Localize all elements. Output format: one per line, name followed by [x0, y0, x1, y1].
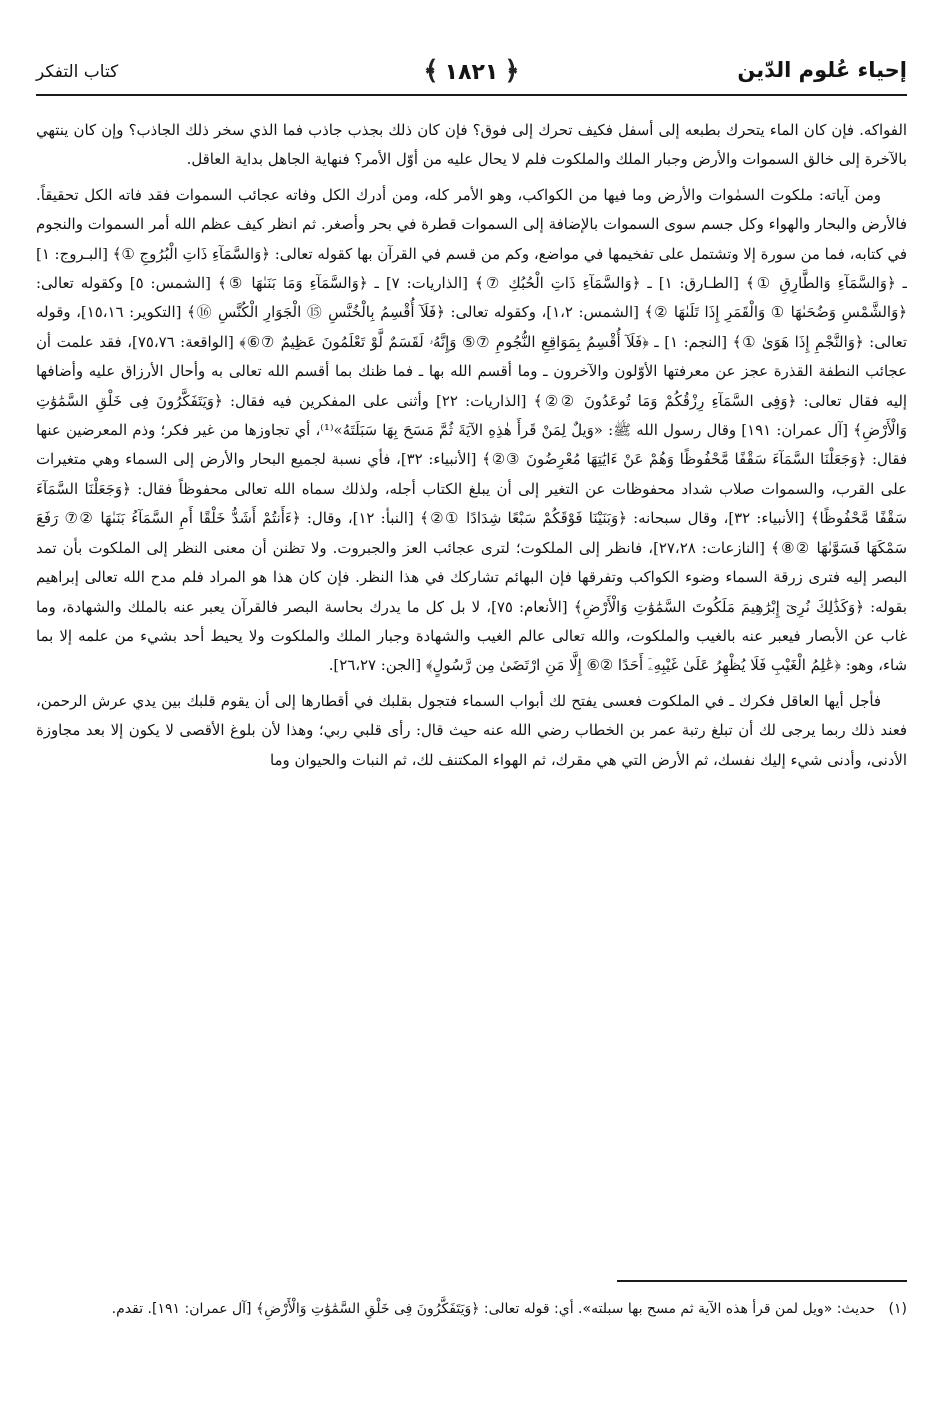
page-number-block	[417, 56, 525, 86]
footnote-text: حديث: «ويل لمن قرأ هذه الآية ثم مسح بها سبلته». أي: قوله تعالى: ﴿وَيَتَفَكَّرُونَ فِى خَلْقِ السَّمَٰوَٰتِ وَالْأَرْضِ﴾ [آل عمران: ١٩١]. تقدم.	[111, 1301, 876, 1317]
chapter-title: كتاب التفكر	[36, 62, 119, 82]
page-header	[36, 54, 907, 96]
footnote	[36, 1294, 907, 1374]
ornament-left: ﴾	[423, 56, 439, 86]
footnote-marker: (١)	[888, 1301, 907, 1317]
book-title: إحياء عُلوم الدّين	[737, 58, 907, 82]
paragraph-1: الفواكه. فإن كان الماء يتحرك بطبعه إلى أسفل فكيف تحرك إلى فوق؟ فإن كان ذلك بجذب جاذب فما الذي سخر ذلك الجاذب؟ وإن كان ينتهي بالآخرة إلى خالق السموات والأرض وجبار الملك والملكوت فلم لا يحال عليه من أوّل الأمر؟ فنهاية الجاهل بداية العاقل.	[36, 121, 907, 169]
page-number: ١٨٢١	[444, 60, 499, 85]
ornament-right: ﴿	[504, 56, 520, 86]
paragraph-3: فأجل أيها العاقل فكرك ـ في الملكوت فعسى يفتح لك أبواب السماء فتجول بقلبك في أقطارها إلى أن يقوم قلبك بين يدي عرش الرحمن، فعند ذلك ربما يرجى لك أن تبلغ رتبة عمر بن الخطاب رضي الله عنه حيث قال: رأى قلبي ربي؛ وهذا لأن بلوغ الأقصى لا يكون إلا بعد مجاوزة الأدنى، وأدنى شيء إليك نفسك، ثم الأرض التي هي مقرك، ثم الهواء المكتنف لك، ثم النبات والحيوان وما	[36, 691, 907, 769]
footnote-divider	[617, 1280, 907, 1282]
paragraph-2: ومن آياته: ملكوت السمٰوات والأرض وما فيها من الكواكب، وهو الأمر كله، ومن أدرك الكل وفاته عجائب السموات فقد فاته الكل تحقيقاً. فالأرض والبحار والهواء وكل جسم سوى السموات بالإضافة إلى السموات قطرة في بحر وأصغر. ثم انظر كيف عظم الله أمر السموات والنجوم في كتابه، فما من سورة إلا وتشتمل على تفخيمها في مواضع، وكم من قسم في القرآن بها كقوله تعالى: ﴿وَالسَّمَآءِ ذَاتِ الْبُرُوجِ ①﴾ [البـروج: ١] ـ ﴿وَالسَّمَآءِ وَالطَّارِقِ ①﴾ [الطـارق: ١] ـ ﴿وَالسَّمَآءِ ذَاتِ الْحُبُكِ ⑦﴾ [الذاريات: ٧] ـ ﴿وَالسَّمَآءِ وَمَا بَنَىٰهَا ⑤﴾ [الشمس: ٥] وكقوله تعالى: ﴿وَالشَّمْسِ وَضُحَىٰهَا ① وَالْقَمَرِ إِذَا تَلَىٰهَا ②﴾ [الشمس: ١،٢]، وكقوله تعالى: ﴿فَلَآ أُقْسِمُ بِالْخُنَّسِ ⑮ الْجَوَارِ الْكُنَّسِ ⑯﴾ [التكوير: ١٥،١٦]، وقوله تعالى: ﴿وَالنَّجْمِ إِذَا هَوَىٰ ①﴾ [النجم: ١] ـ ﴿فَلَآ أُقْسِمُ بِمَوَاقِعِ النُّجُومِ ⑦⑤ وَإِنَّهُۥ لَقَسَمٌ لَّوْ تَعْلَمُونَ عَظِيمٌ ⑦⑥﴾ [الواقعة: ٧٥،٧٦]، فقد علمت أن عجائب النطفة القذرة عجز عن معرفتها الأوّلون والآخرون ـ وما أقسم الله بها ـ فما ظنك بما أقسم الله تعالى به وأحال الأرزاق عليه وأضافها إليه فقال تعالى: ﴿وَفِى السَّمَآءِ رِزْقُكُمْ وَمَا تُوعَدُونَ ②②﴾ [الذاريات: ٢٢] وأثنى على المفكرين فيه فقال: ﴿وَيَتَفَكَّرُونَ فِى خَلْقِ السَّمَٰوَٰتِ وَالْأَرْضِ﴾ [آل عمران: ١٩١] وقال رسول الله ﷺ: «وَيلٌ لِمَنْ قَرأَ هٰذِهِ الآيَةَ ثُمَّ مَسَحَ بِهَا سَبَلَتَهُ»⁽¹⁾، أي تجاوزها من غير فكر؛ وذم المعرضين عنها فقال: ﴿وَجَعَلْنَا السَّمَآءَ سَقْفًا مَّحْفُوظًا وَهُمْ عَنْ ءَايَٰتِهَا مُعْرِضُونَ ③②﴾ [الأنبياء: ٣٢]، فأي نسبة لجميع البحار والأرض إلى السماء وهي متغيرات على القرب، والسموات صلاب شداد محفوظات عن التغير إلى أن يبلغ الكتاب أجله، ولذلك سماه الله تعالى محفوظاً فقال: ﴿وَجَعَلْنَا السَّمَآءَ سَقْفًا مَّحْفُوظًا﴾ [الأنبياء: ٣٢]، وقال سبحانه: ﴿وَبَنَيْنَا فَوْقَكُمْ سَبْعًا شِدَادًا ①②﴾ [النبأ: ١٢]، وقال: ﴿ءَأَنتُمْ أَشَدُّ خَلْقًا أَمِ السَّمَآءُ بَنَىٰهَا ②⑦ رَفَعَ سَمْكَهَا فَسَوَّىٰهَا ②⑧﴾ [النازعات: ٢٧،٢٨]، فانظر إلى الملكوت؛ لترى عجائب العز والجبروت. ولا تظنن أن معنى النظر إلى الملكوت بأن تمد البصر إليه فترى زرقة السماء وضوء الكواكب وتفرقها فإن البهائم تشاركك في هذا النظر. فإن كان هذا هو المراد فلم مدح الله تعالى إبراهيم بقوله: ﴿وَكَذَٰلِكَ نُرِىٓ إِبْرَٰهِيمَ مَلَكُوتَ السَّمَٰوَٰتِ وَالْأَرْضِ﴾ [الأنعام: ٧٥]، لا بل كل ما يدرك بحاسة البصر فالقرآن يعبر عنه بالملك والشهادة، وما غاب عن الأبصار فيعبر عنه بالغيب والملكوت، والله تعالى عالم الغيب والشهادة وجبار الملك والملكوت ولا يحيط أحد بشيء من علمه إلا بما شاء، وهو: ﴿عَٰلِمُ الْغَيْبِ فَلَا يُظْهِرُ عَلَىٰ غَيْبِهِۦٓ أَحَدًا ②⑥ إِلَّا مَنِ ارْتَضَىٰ مِن رَّسُولٍ﴾ [الجن: ٢٦،٢٧].	[36, 185, 907, 675]
main-text	[36, 116, 907, 1266]
